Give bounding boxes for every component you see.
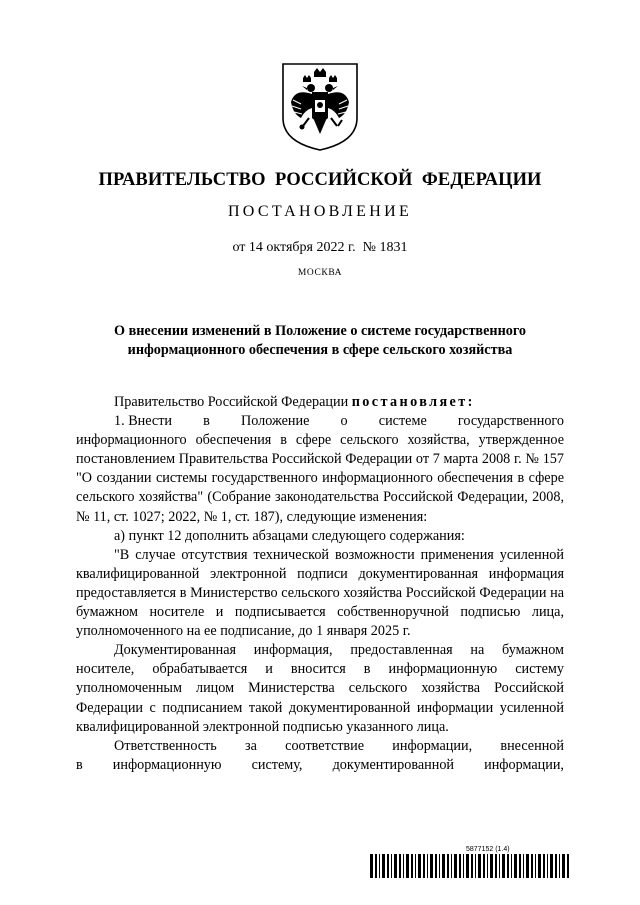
word: систему,: [251, 756, 303, 773]
resolution-keyword: постановляет:: [351, 394, 475, 410]
barcode-icon: [370, 854, 570, 878]
government-title: ПРАВИТЕЛЬСТВО РОССИЙСКОЙ ФЕДЕРАЦИИ: [98, 170, 542, 190]
word: за: [245, 737, 257, 754]
document-body: [76, 393, 564, 775]
word: информации,: [392, 737, 473, 754]
word: в: [203, 413, 210, 430]
word: государственного: [457, 413, 564, 430]
paragraph-quote-3-line-1: [76, 737, 564, 756]
paragraph-quote-3-line-2: [76, 756, 564, 775]
word: внесенной: [500, 737, 564, 754]
resolution-lead: Правительство Российской Федерации: [114, 394, 352, 410]
paragraph-item-a: а) пункт 12 дополнить абзацами следующего содержания:: [114, 527, 465, 544]
document-type: ПОСТАНОВЛЕНИЕ: [227, 203, 413, 220]
word: 1. Внести: [114, 413, 172, 430]
word: Положение: [241, 413, 310, 430]
date-and-number: от 14 октября 2022 г. № 1831: [232, 240, 408, 255]
paragraph-quote-2: Документированная информация, предоставленная на бумажном носителе, обрабатывается и вносится в информационную систему уполномоченным лицом Министерства сельского хозяйства Российской Федерации с подписанием такой документированной информации усиленной квалифицированной электронной подписью указанного лица.: [76, 642, 564, 735]
word: в: [76, 756, 83, 773]
document-subject: О внесении изменений в Положение о системе государственного информационного обеспечения в сфере сельского хозяйства: [113, 323, 527, 358]
paragraph-1-first-line: [76, 412, 564, 431]
coat-of-arms-emblem-icon: [279, 60, 361, 152]
word: документированной: [332, 756, 455, 773]
city-name: МОСКВА: [297, 268, 343, 278]
word: Ответственность: [114, 737, 217, 754]
word: информации,: [484, 756, 564, 773]
paragraph-quote-1: "В случае отсутствия технической возможности применения усиленной квалифицированной электронной подписи документированная информация предоставляется в Министерство сельского хозяйства Российской Федерации на бумажном носителе и подписывается собственноручной подписью лица, уполномоченного на ее подписание, до 1 января 2025 г.: [76, 546, 564, 640]
paragraph-1-rest: информационного обеспечения в сфере сельского хозяйства, утвержденное постановлением Правительства Российской Федерации от 7 марта 2008 г. № 157 "О создании системы государственного информационного обеспечения в сфере сельского хозяйства" (Собрание законодательства Российской Федерации, 2008, № 11, ст. 1027; 2022, № 1, ст. 187), следующие изменения:: [76, 432, 564, 525]
word: соответствие: [285, 737, 365, 754]
barcode-number: 5877152 (1.4): [466, 846, 510, 853]
word: о: [340, 413, 348, 430]
word: системе: [378, 413, 427, 430]
word: информационную: [112, 756, 222, 773]
paragraph-resolution: [76, 393, 564, 412]
